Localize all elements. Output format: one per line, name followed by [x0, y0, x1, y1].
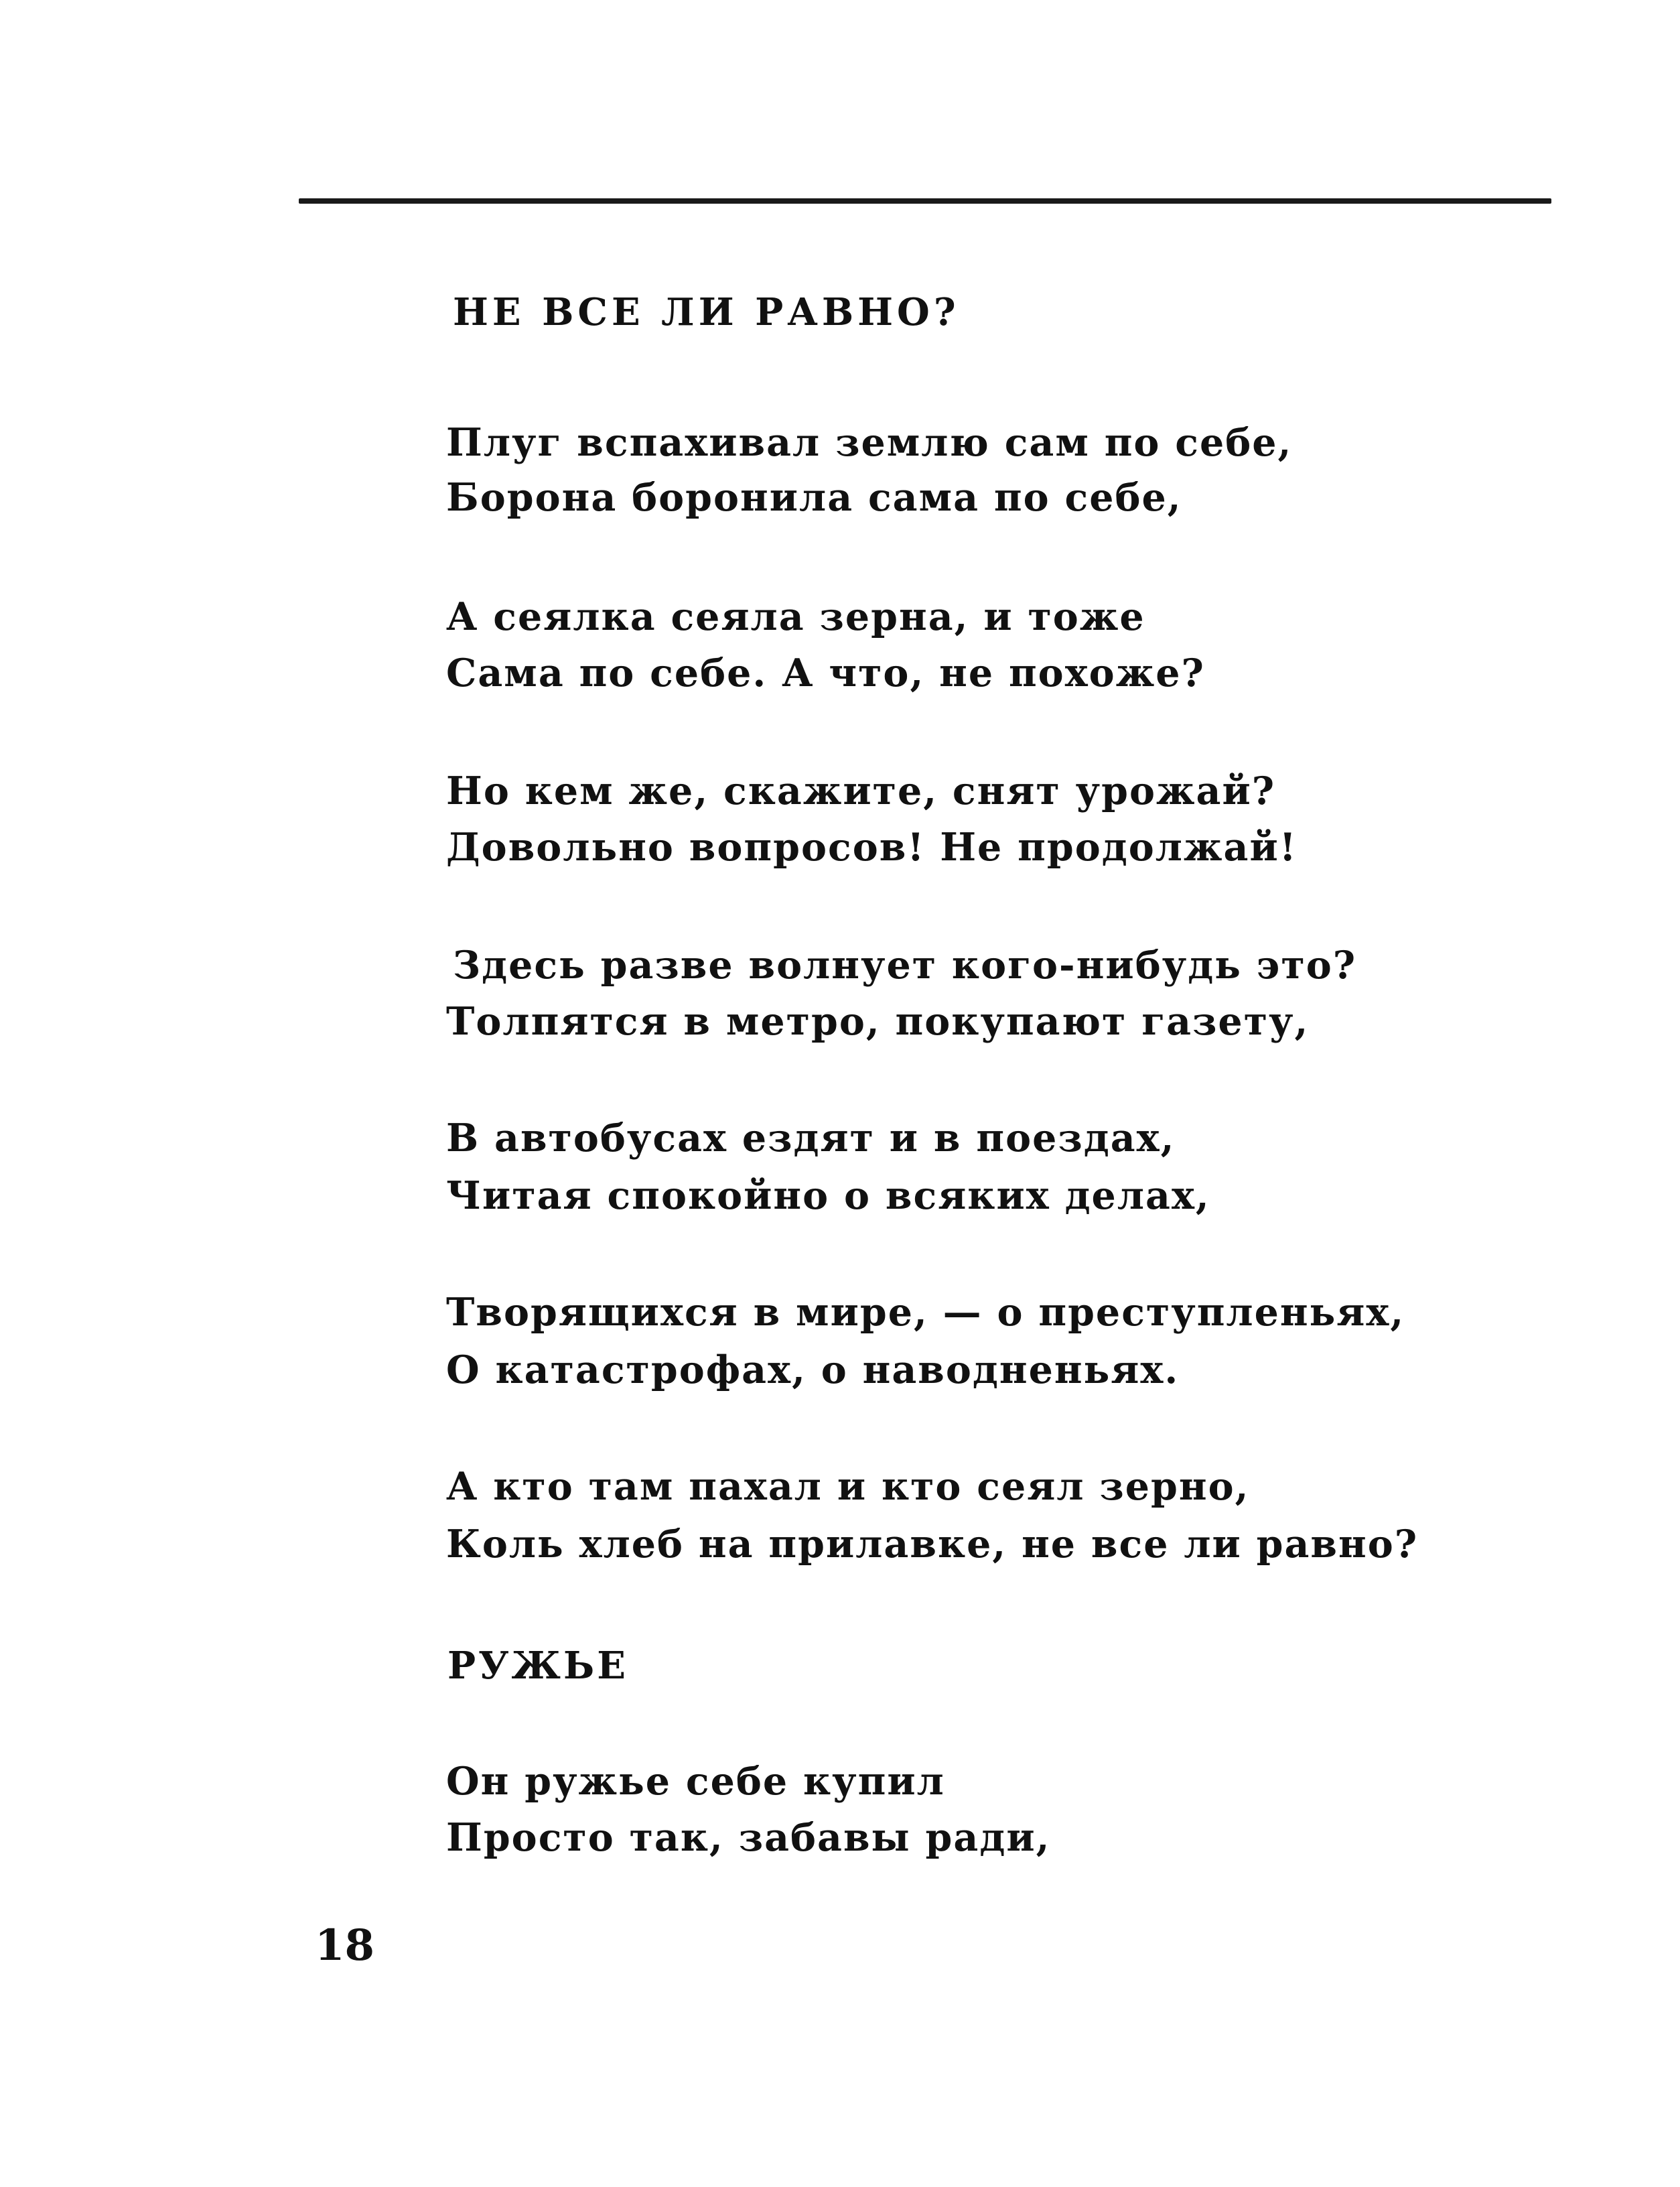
poem-1-line-1: Плуг вспахивал землю сам по себе, [446, 420, 1293, 465]
poem-2-line-1: Он ружье себе купил [446, 1759, 945, 1804]
poem-2-line-2: Просто так, забавы ради, [446, 1815, 1051, 1860]
poem-1-line-9: В автобусах ездят и в поездах, [446, 1116, 1176, 1161]
poem-1-line-7: Здесь разве волнует кого-нибудь это? [453, 943, 1357, 988]
poem-1-line-11: Творящихся в мире, — о преступленьях, [446, 1290, 1405, 1335]
page-number: 18 [315, 1920, 375, 1971]
poem-1-line-10: Читая спокойно о всяких делах, [446, 1173, 1210, 1218]
poem-1-line-4: Сама по себе. А что, не похоже? [446, 651, 1205, 695]
poem-1-line-3: А сеялка сеяла зерна, и тоже [446, 594, 1145, 639]
poem-1-line-2: Борона боронила сама по себе, [446, 475, 1182, 520]
poem-1-line-12: О катастрофах, о наводненьях. [446, 1347, 1180, 1392]
poem-1-line-5: Но кем же, скажите, снят урожай? [446, 769, 1276, 813]
poem-1-line-13: А кто там пахал и кто сеял зерно, [446, 1464, 1250, 1509]
poem-1-line-6: Довольно вопросов! Не продолжай! [446, 825, 1298, 870]
poem-title-2: РУЖЬЕ [447, 1644, 628, 1688]
top-rule [299, 198, 1551, 204]
poem-1-line-14: Коль хлеб на прилавке, не все ли равно? [446, 1522, 1419, 1567]
poem-title-1: НЕ ВСЕ ЛИ РАВНО? [453, 290, 960, 334]
poem-1-line-8: Толпятся в метро, покупают газету, [446, 999, 1310, 1044]
